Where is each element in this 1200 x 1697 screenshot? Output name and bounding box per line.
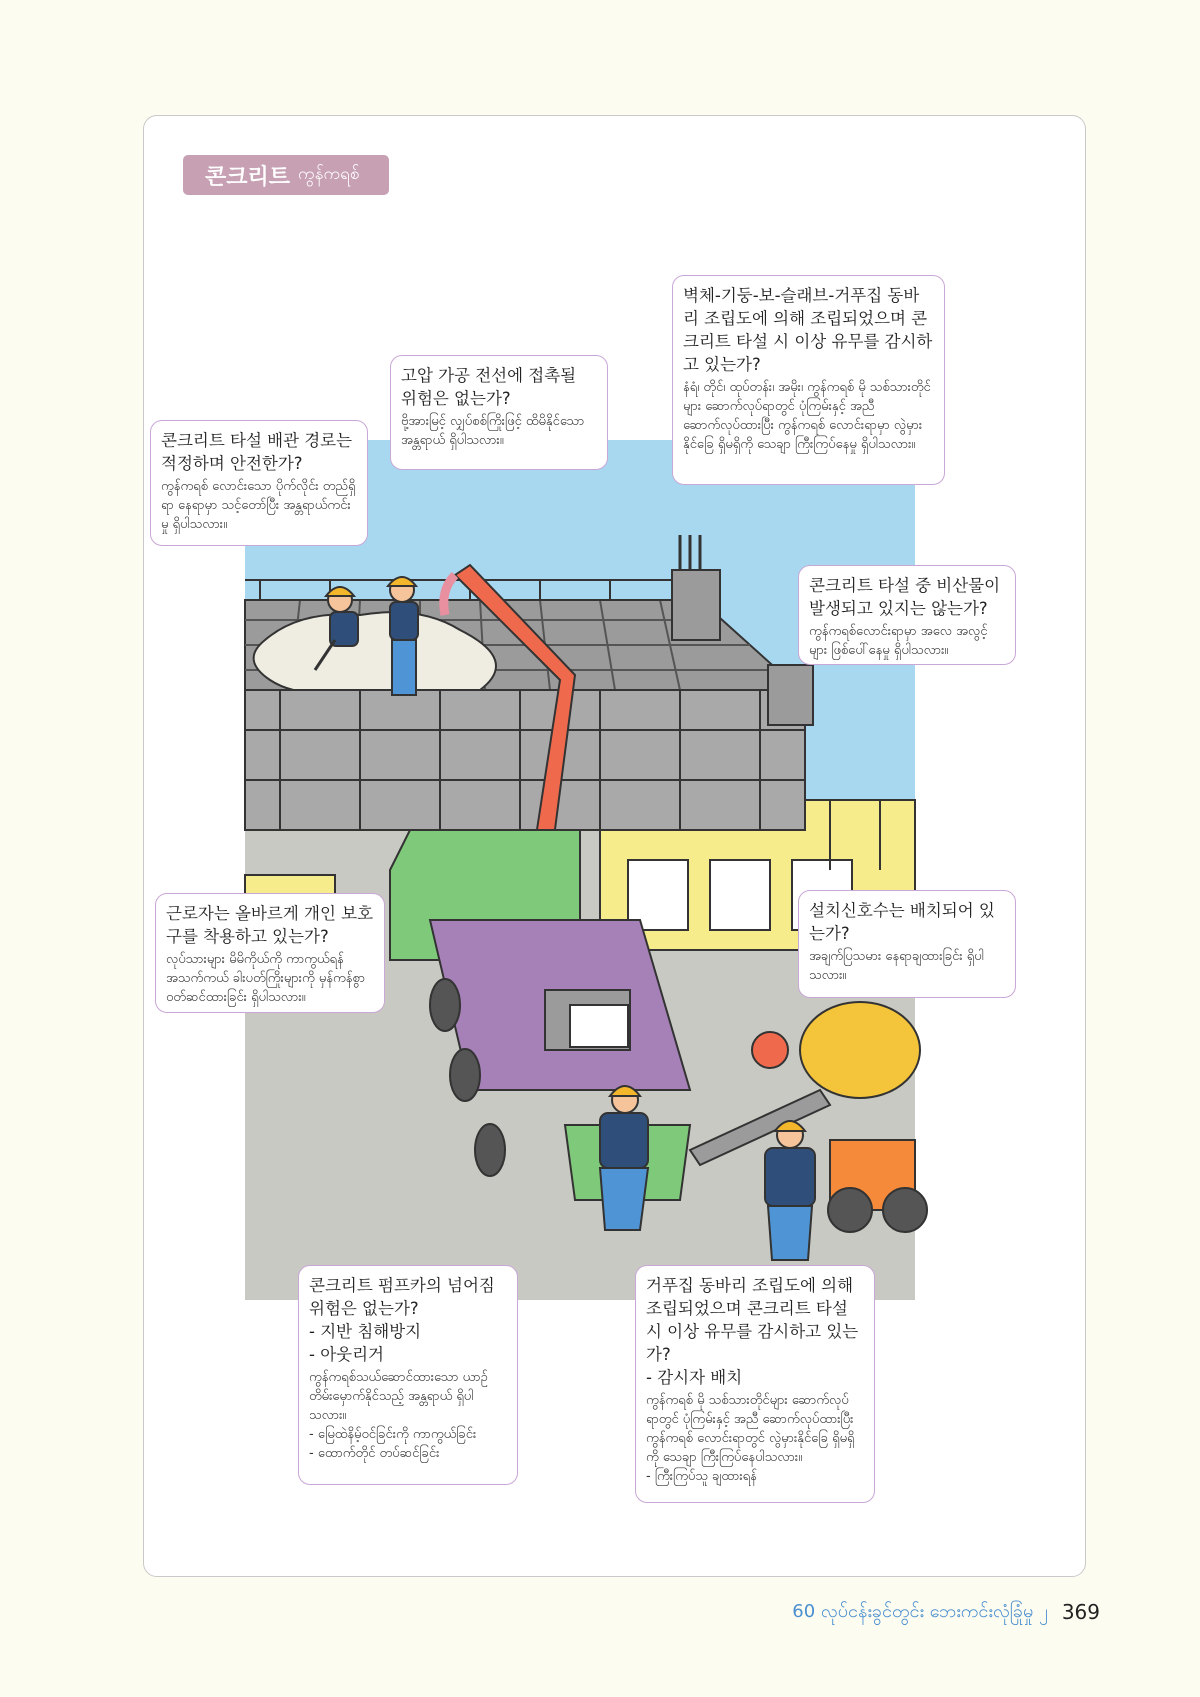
bubble-question: 콘크리트 타설 배관 경로는 적정하며 안전한가? xyxy=(161,431,353,473)
mixer-wheel xyxy=(828,1188,872,1232)
bubble-splatter xyxy=(798,565,1016,665)
bubble-myanmar: ကွန်ကရစ် လောင်းသော ပိုက်လိုင်း တည်ရှိရာ နေရာမှာ သင့်တော်ပြီး အန္တရာယ်ကင်းမှု ရှိပါသလား။ xyxy=(161,479,356,532)
title-korean: 콘크리트 xyxy=(205,164,291,190)
concrete-column-right xyxy=(768,665,813,725)
mixer-drum xyxy=(800,1002,920,1098)
bubble-myanmar-item: - ထောက်တိုင် တပ်ဆင်ခြင်း xyxy=(309,1446,440,1461)
bubble-power-line xyxy=(390,355,608,470)
truck-wheel xyxy=(450,1049,480,1101)
truck-wheel xyxy=(475,1124,505,1176)
bubble-question: 거푸집 동바리 조립도에 의해 조립되었으며 콘크리트 타설 시 이상 유무를 감시하고 있는가? xyxy=(646,1276,859,1364)
bubble-formwork-monitor xyxy=(672,275,945,485)
bubble-item: - 아웃리거 xyxy=(309,1345,384,1364)
bubble-question: 콘크리트 펌프카의 넘어짐 위험은 없는가? xyxy=(309,1276,495,1318)
truck-wheel xyxy=(430,979,460,1031)
bubble-signalman xyxy=(798,890,1016,998)
bubble-myanmar: အချက်ပြသမား နေရာချထားခြင်း ရှိပါသလား။ xyxy=(809,949,984,983)
bubble-myanmar-item: - မြေထဲနိမ့်ဝင်ခြင်းကို ကာကွယ်ခြင်း xyxy=(309,1427,477,1442)
bubble-question: 콘크리트 타설 중 비산물이 발생되고 있지는 않는가? xyxy=(809,576,1001,618)
bubble-pump-car xyxy=(298,1265,518,1485)
bubble-myanmar: ကွန်ကရစ် မို သစ်သားတိုင်များ ဆောက်လုပ်ရာတွင် ပုံကြမ်းနှင့် အညီ ဆောက်လုပ်ထားပြီး ကွန်ကရစ် လောင်းရာတွင် လွဲမှားနိုင်ခြေ ရှိမရှိကို သေချာ ကြီးကြပ်နေပါသလား။ xyxy=(646,1393,855,1465)
bubble-question: 고압 가공 전선에 접촉될 위험은 없는가? xyxy=(401,366,577,408)
chapter-title: 60 လုပ်ငန်းခွင်တွင်း ဘေးကင်းလုံခြုံမှု ၂ xyxy=(792,1600,1048,1622)
bubble-item: - 감시자 배치 xyxy=(646,1368,743,1387)
bubble-myanmar: လုပ်သားများ မိမိကိုယ်ကို ကာကွယ်ရန် အသက်ကယ် ခါးပတ်ကြိုးများကို မှန်ကန်စွာ ဝတ်ဆင်ထားခြင်း ရှိပါသလား။ xyxy=(166,952,366,1005)
mixer-wheel xyxy=(883,1188,927,1232)
bubble-myanmar: နံရံ၊ တိုင်၊ ထုပ်တန်း၊ အမိုး၊ ကွန်ကရစ် မို သစ်သားတိုင်များ ဆောက်လုပ်ရာတွင် ပုံကြမ်းနှင့် အညီ ဆောက်လုပ်ထားပြီး ကွန်ကရစ် လောင်းရာမှာ လွဲမှားနိုင်ခြေ ရှိမရှိကို သေချာ ကြီးကြပ်နေမှု ရှိပါသလား။ xyxy=(683,380,931,452)
bubble-item: - 지반 침해방지 xyxy=(309,1322,422,1341)
bubble-question: 벽체-기둥-보-슬래브-거푸집 동바리 조립도에 의해 조립되었으며 콘크리트 타설 시 이상 유무를 감시하고 있는가? xyxy=(683,286,933,374)
bubble-question: 근로자는 올바르게 개인 보호구를 착용하고 있는가? xyxy=(166,904,374,946)
bubble-question: 설치신호수는 배치되어 있는가? xyxy=(809,901,995,943)
bubble-myanmar: ကွန်ကရစ်သယ်ဆောင်ထားသော ယာဉ် တိမ်းမှောက်နိုင်သည့် အန္တရာယ် ရှိပါသလား။ xyxy=(309,1370,488,1423)
formwork-support xyxy=(245,690,805,830)
bubble-myanmar: ဗို့အားမြင့် လျှပ်စစ်ကြိုးဖြင့် ထိမိနိုင်သော အန္တရာယ် ရှိပါသလား။ xyxy=(401,414,585,448)
bubble-myanmar-item: - ကြီးကြပ်သူ ချထားရန် xyxy=(646,1469,757,1484)
bubble-ppe xyxy=(155,893,385,1013)
bubble-myanmar: ကွန်ကရစ်လောင်းရာမှာ အလေ အလွင့်များ ဖြစ်ပေါ်နေမှု ရှိပါသလား။ xyxy=(809,624,988,658)
bubble-pipe-route xyxy=(150,420,368,546)
page-footer xyxy=(740,1597,1100,1627)
title-myanmar: ကွန်ကရစ် xyxy=(298,163,360,184)
slab-worker-2 xyxy=(388,577,418,695)
page-number: 369 xyxy=(1061,1600,1100,1624)
concrete-column xyxy=(672,570,720,640)
bubble-formwork-assembly xyxy=(635,1265,875,1503)
